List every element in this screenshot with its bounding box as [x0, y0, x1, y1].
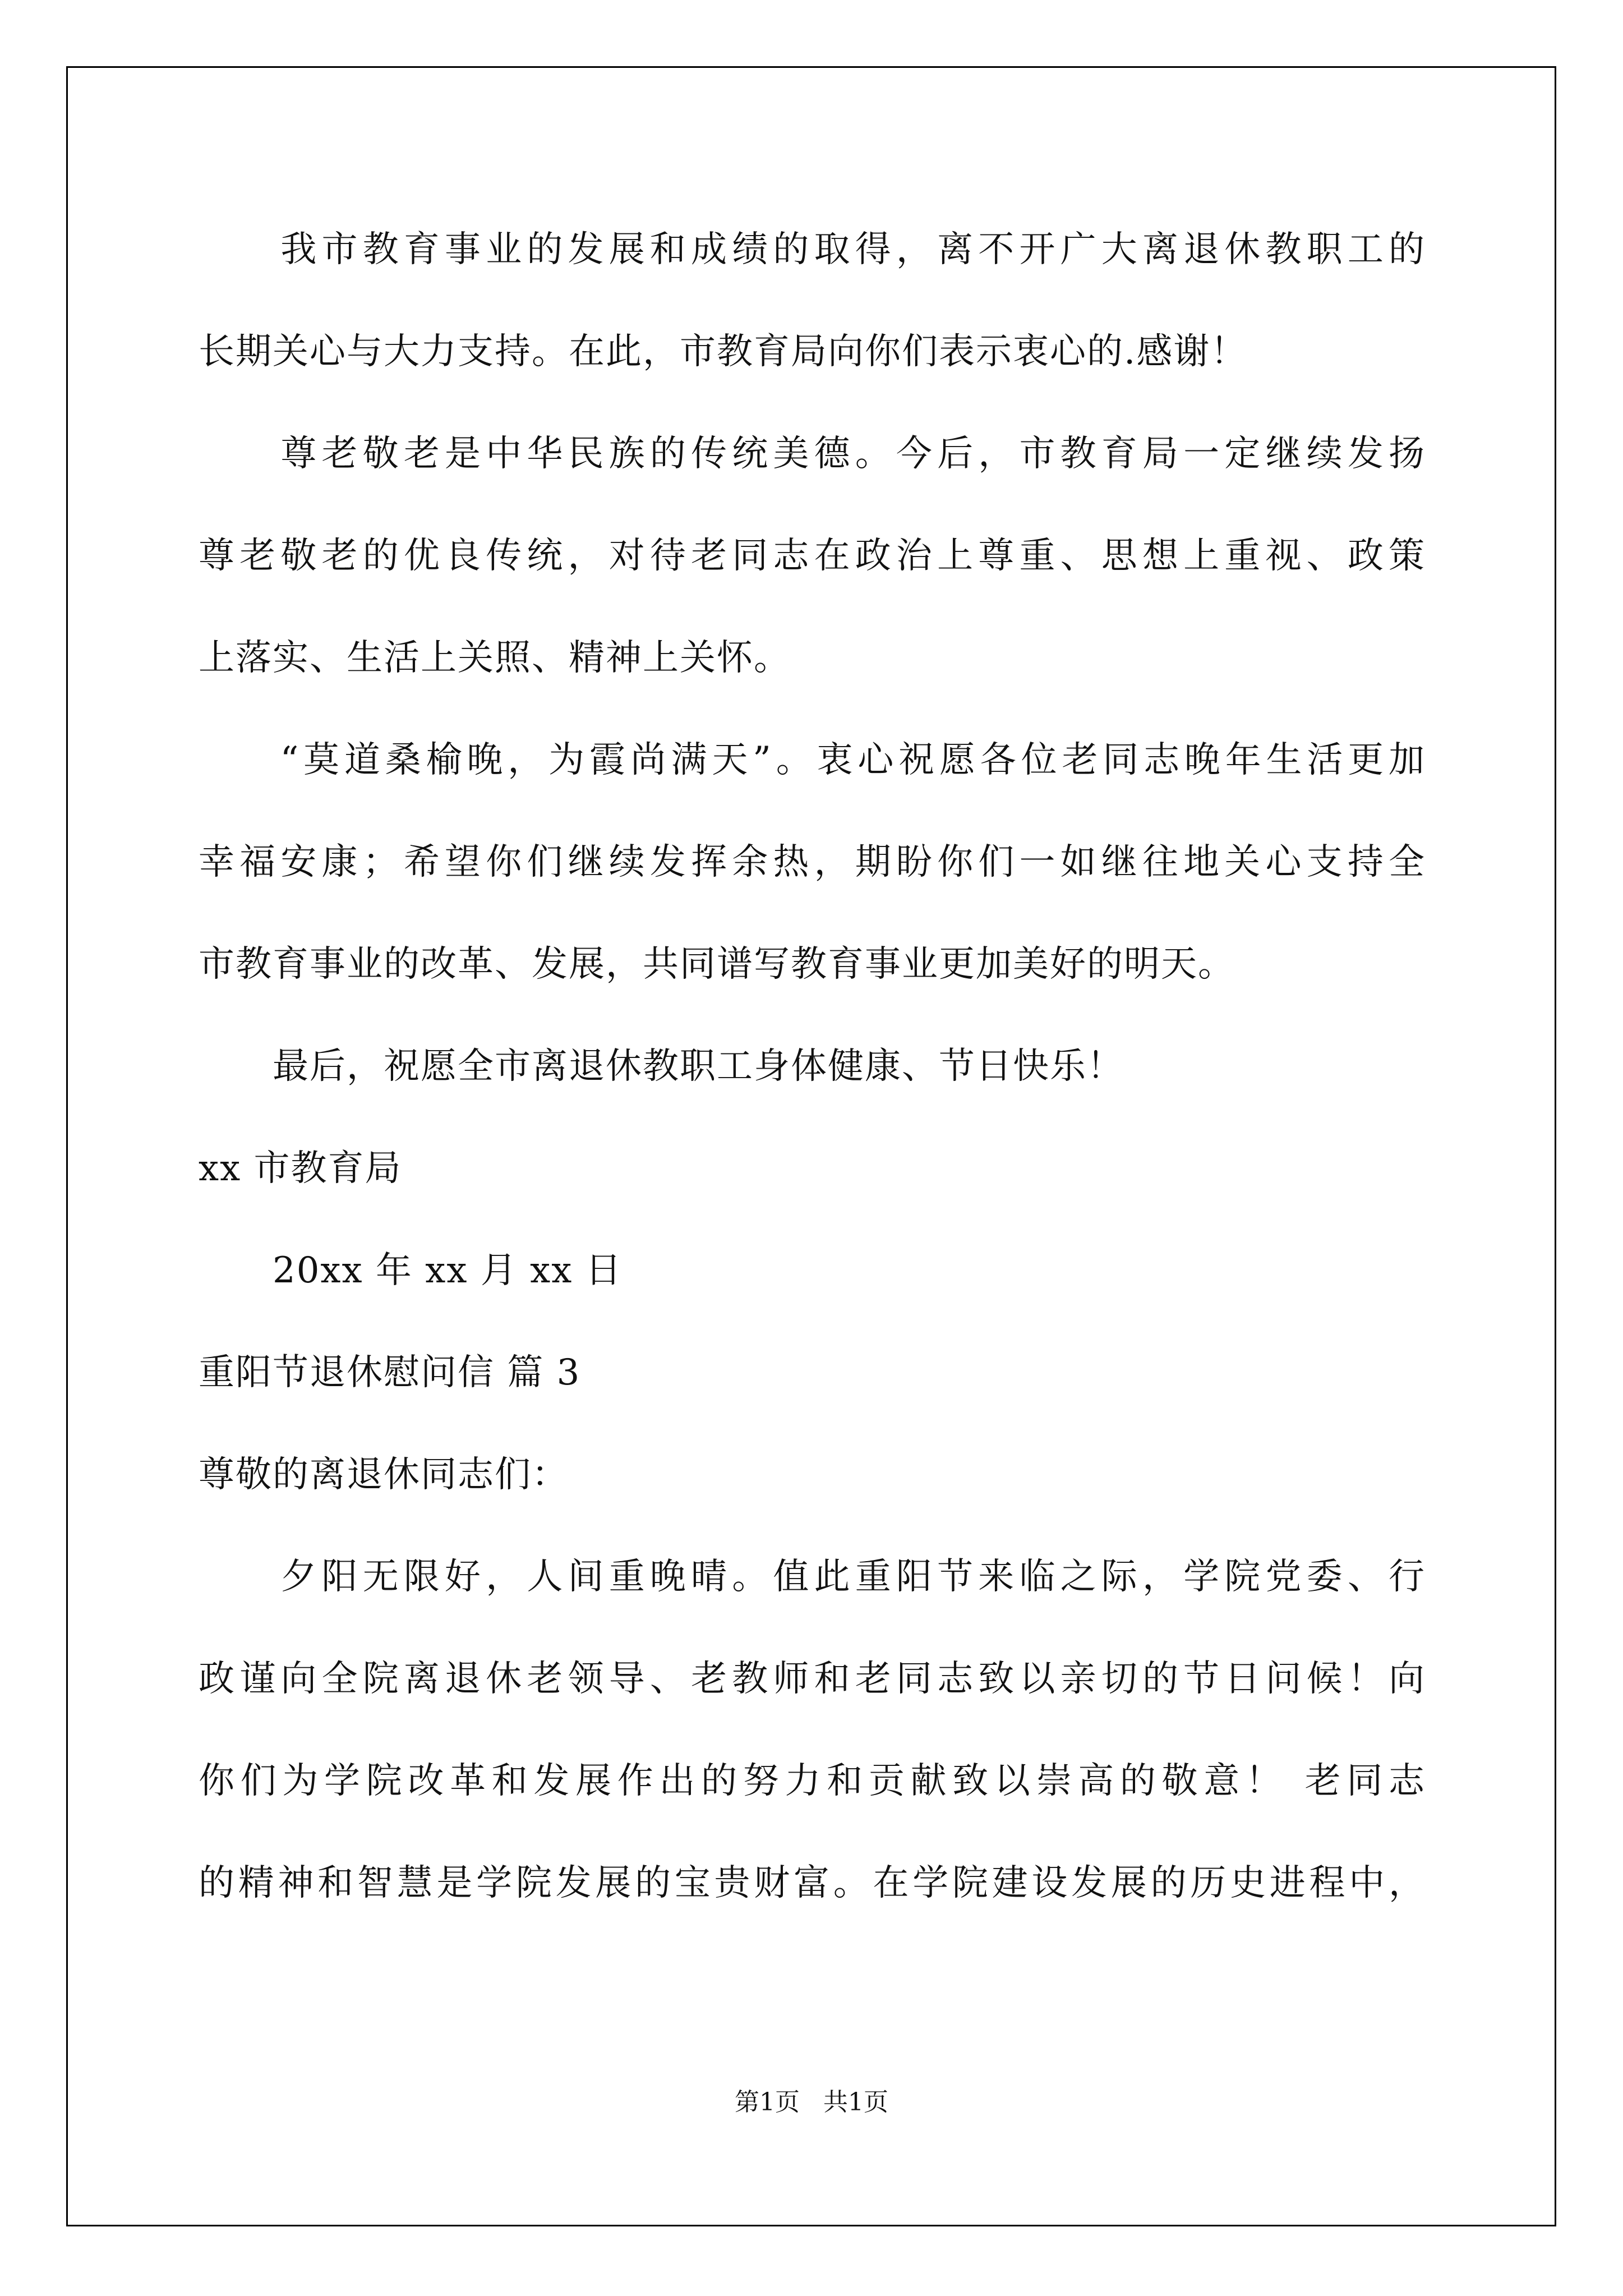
text-line: 尊老敬老是中华民族的传统美德。今后，市教育局一定继续发扬 [199, 433, 1424, 475]
text-line: “莫道桑榆晚，为霞尚满天”。衷心祝愿各位老同志晚年生活更加 [199, 739, 1424, 781]
text-line: 的精神和智慧是学院发展的宝贵财富。在学院建设发展的历史进程中， [199, 1862, 1424, 1904]
text-line: 上落实、生活上关照、精神上关怀。 [199, 637, 791, 679]
text-line: 我市教育事业的发展和成绩的取得，离不开广大离退休教职工的 [199, 229, 1424, 270]
section-heading: 重阳节退休慰问信 篇 3 [199, 1352, 581, 1393]
text-line: 最后，祝愿全市离退休教职工身体健康、节日快乐！ [199, 1046, 1124, 1087]
signature-date: 20xx 年 xx 月 xx 日 [199, 1250, 623, 1291]
page-footer: 第1页 共1页 [735, 2088, 888, 2116]
text-line: 长期关心与大力支持。在此，市教育局向你们表示衷心的.感谢！ [199, 331, 1248, 372]
text-line: 政谨向全院离退休老领导、老教师和老同志致以亲切的节日问候！向 [199, 1658, 1424, 1700]
text-line: 市教育事业的改革、发展，共同谱写教育事业更加美好的明天。 [199, 944, 1235, 985]
text-line: 尊老敬老的优良传统，对待老同志在政治上尊重、思想上重视、政策 [199, 535, 1424, 577]
text-line: 夕阳无限好，人间重晚晴。值此重阳节来临之际，学院党委、行 [199, 1556, 1424, 1598]
salutation: 尊敬的离退休同志们： [199, 1454, 569, 1496]
text-line: 幸福安康；希望你们继续发挥余热，期盼你们一如继往地关心支持全 [199, 841, 1424, 883]
text-line: 你们为学院改革和发展作出的努力和贡献致以崇高的敬意！ 老同志 [199, 1760, 1424, 1802]
signature-org: xx 市教育局 [199, 1148, 402, 1189]
